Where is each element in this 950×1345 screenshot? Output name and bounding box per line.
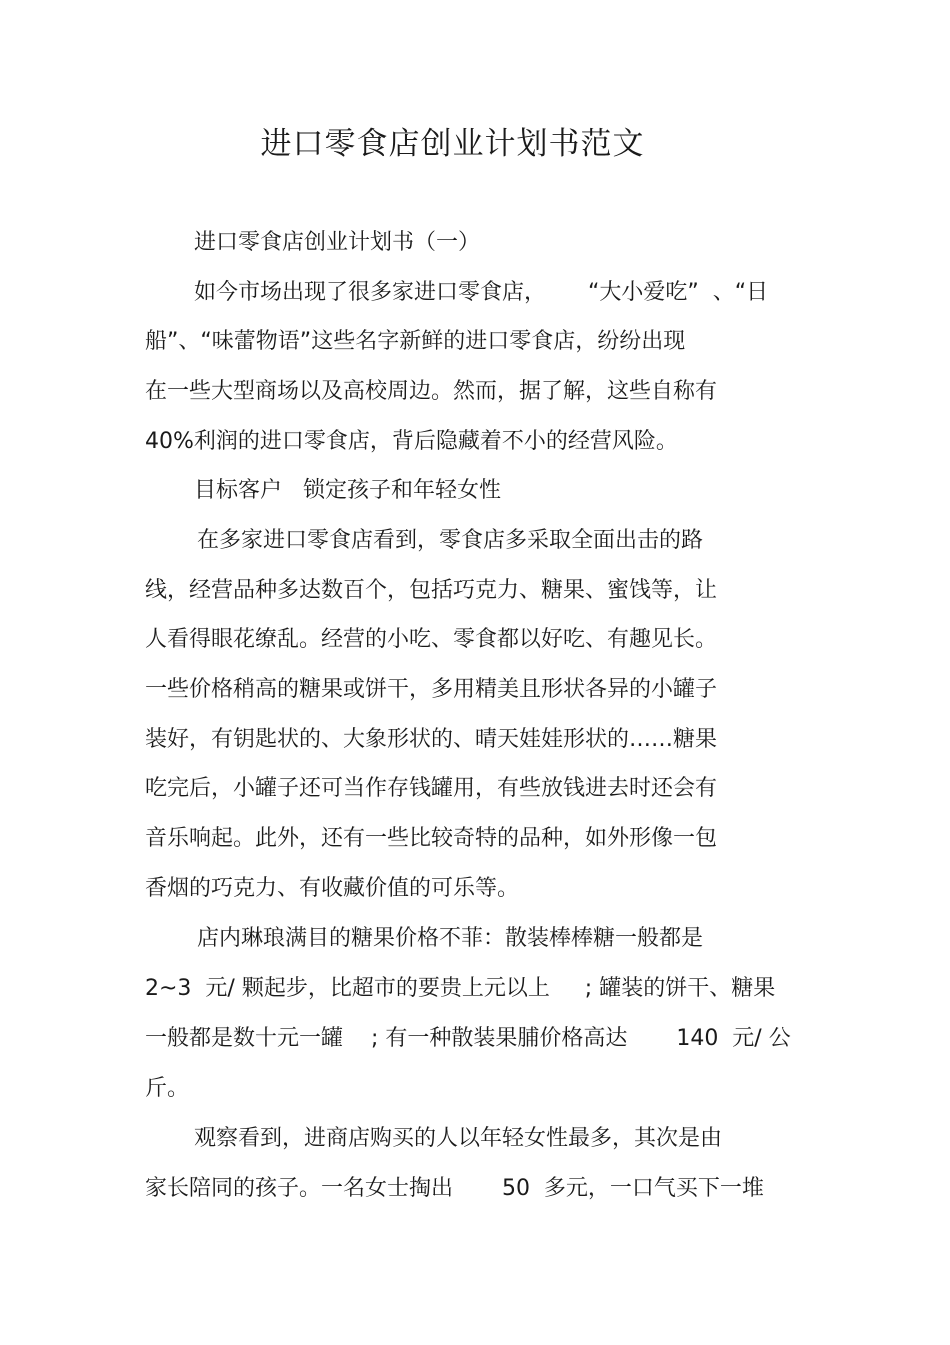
paragraph-line: 线，经营品种多达数百个，包括巧克力、糖果、蜜饯等，让 (145, 578, 718, 603)
paragraph-line: 船”、“味蕾物语”这些名字新鲜的进口零食店，纷纷出现 (145, 329, 686, 354)
paragraph-line: 人看得眼花缭乱。经营的小吃、零食都以好吃、有趣见长。 (145, 627, 718, 652)
paragraph-line: 一般都是数十元一罐 ; 有一种散装果脯价格高达 140 元/ 公 (145, 1026, 791, 1051)
paragraph-line: 观察看到，进商店购买的人以年轻女性最多，其次是由 (194, 1126, 723, 1151)
paragraph-line: 家长陪同的孩子。一名女士掏出 50 多元，一口气买下一堆 (145, 1176, 764, 1201)
paragraph-line: 香烟的巧克力、有收藏价值的可乐等。 (145, 876, 520, 901)
paragraph-line: 在一些大型商场以及高校周边。然而，据了解，这些自称有 (145, 379, 718, 404)
paragraph-line: 在多家进口零食店看到，零食店多采取全面出击的路 (197, 528, 704, 553)
paragraph-line: 斤。 (145, 1076, 190, 1101)
paragraph-line: 一些价格稍高的糖果或饼干，多用精美且形状各异的小罐子 (145, 677, 718, 702)
paragraph-line: 装好，有钥匙状的、大象形状的、晴天娃娃形状的……糖果 (145, 727, 718, 752)
section-heading: 进口零食店创业计划书（一） (194, 230, 481, 255)
paragraph-line: 店内琳琅满目的糖果价格不菲：散装棒棒糖一般都是 (197, 926, 704, 951)
paragraph-line: 音乐响起。此外，还有一些比较奇特的品种，如外形像一包 (145, 826, 718, 851)
paragraph-line: 如今市场出现了很多家进口零食店， “大小爱吃” 、“日 (194, 280, 769, 305)
paragraph-line: 吃完后，小罐子还可当作存钱罐用，有些放钱进去时还会有 (145, 776, 718, 801)
document-title: 进口零食店创业计划书范文 (260, 126, 645, 162)
subheading-line: 目标客户 锁定孩子和年轻女性 (194, 478, 501, 503)
paragraph-line: 2~3 元/ 颗起步，比超市的要贵上元以上 ; 罐装的饼干、糖果 (145, 976, 776, 1001)
paragraph-line: 40%利润的进口零食店，背后隐藏着不小的经营风险。 (145, 429, 678, 454)
